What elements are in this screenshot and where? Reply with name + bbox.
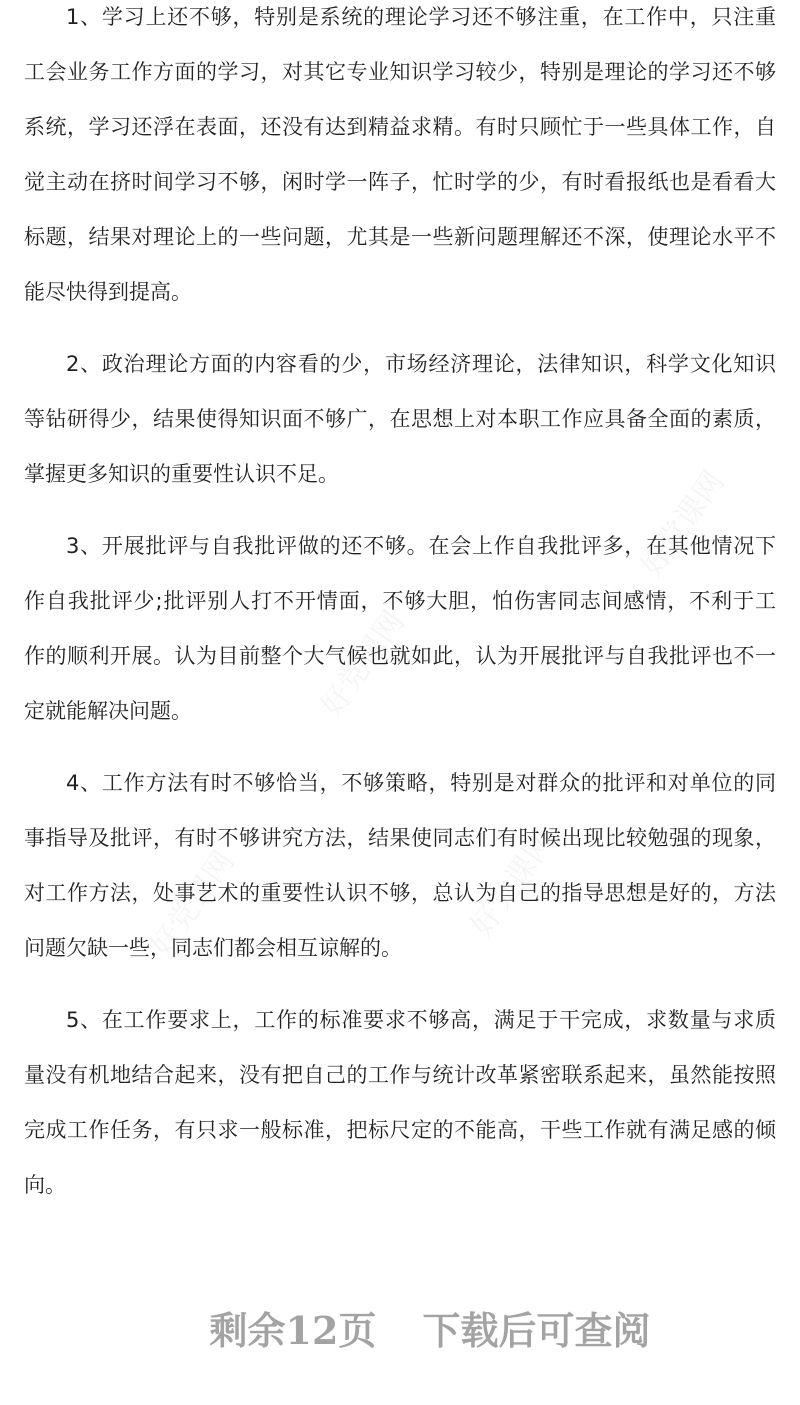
paragraph-4 [24,756,776,976]
text-line: 定就能解决问题。 [24,699,192,723]
paragraph-3 [24,519,776,739]
text-line: 标题，结果对理论上的一些问题，尤其是一些新问题理解还不深，使理论水平不 [24,225,776,249]
text-line: 作的顺利开展。认为目前整个大气候也就如此，认为开展批评与自我批评也不一 [24,644,776,668]
download-to-view-text: 下载后可查阅 [422,1308,651,1353]
text-line: 量没有机地结合起来，没有把自己的工作与统计改革紧密联系起来，虽然能按照 [24,1063,776,1087]
paragraph-5 [24,993,776,1213]
text-line: 事指导及批评，有时不够讲究方法，结果使同志们有时候出现比较勉强的现象， [24,826,776,850]
document-body [24,0,776,1230]
text-line: 系统，学习还浮在表面，还没有达到精益求精。有时只顾忙于一些具体工作，自 [24,115,776,139]
text-line: 3、开展批评与自我批评做的还不够。在会上作自我批评多，在其他情况下 [66,534,776,558]
paragraph-1 [24,0,776,320]
text-line: 4、工作方法有时不够恰当，不够策略，特别是对群众的批评和对单位的同 [66,771,776,795]
text-line: 向。 [24,1173,66,1197]
text-line: 1、学习上还不够，特别是系统的理论学习还不够注重，在工作中，只注重 [66,5,776,29]
text-line: 等钻研得少，结果使得知识面不够广，在思想上对本职工作应具备全面的素质， [24,407,776,431]
text-line: 觉主动在挤时间学习不够，闲时学一阵子，忙时学的少，有时看报纸也是看看大 [24,170,776,194]
remaining-pages-text: 剩余12页 [209,1308,377,1353]
text-line: 能尽快得到提高。 [24,280,192,304]
text-line: 2、政治理论方面的内容看的少，市场经济理论，法律知识，科学文化知识 [66,352,776,376]
text-line: 完成工作任务，有只求一般标准，把标尺定的不能高，干些工作就有满足感的倾 [24,1118,776,1142]
text-line: 问题欠缺一些，同志们都会相互谅解的。 [24,936,402,960]
text-line: 作自我批评少;批评别人打不开情面，不够大胆，怕伤害同志间感情，不利于工 [24,589,776,613]
text-line: 5、在工作要求上，工作的标准要求不够高，满足于干完成，求数量与求质 [66,1008,776,1032]
paragraph-2 [24,337,776,502]
text-line: 工会业务工作方面的学习，对其它专业知识学习较少，特别是理论的学习还不够 [24,60,776,84]
text-line: 对工作方法，处事艺术的重要性认识不够，总认为自己的指导思想是好的，方法 [24,881,776,905]
download-prompt[interactable] [0,1300,800,1355]
text-line: 掌握更多知识的重要性认识不足。 [24,462,339,486]
